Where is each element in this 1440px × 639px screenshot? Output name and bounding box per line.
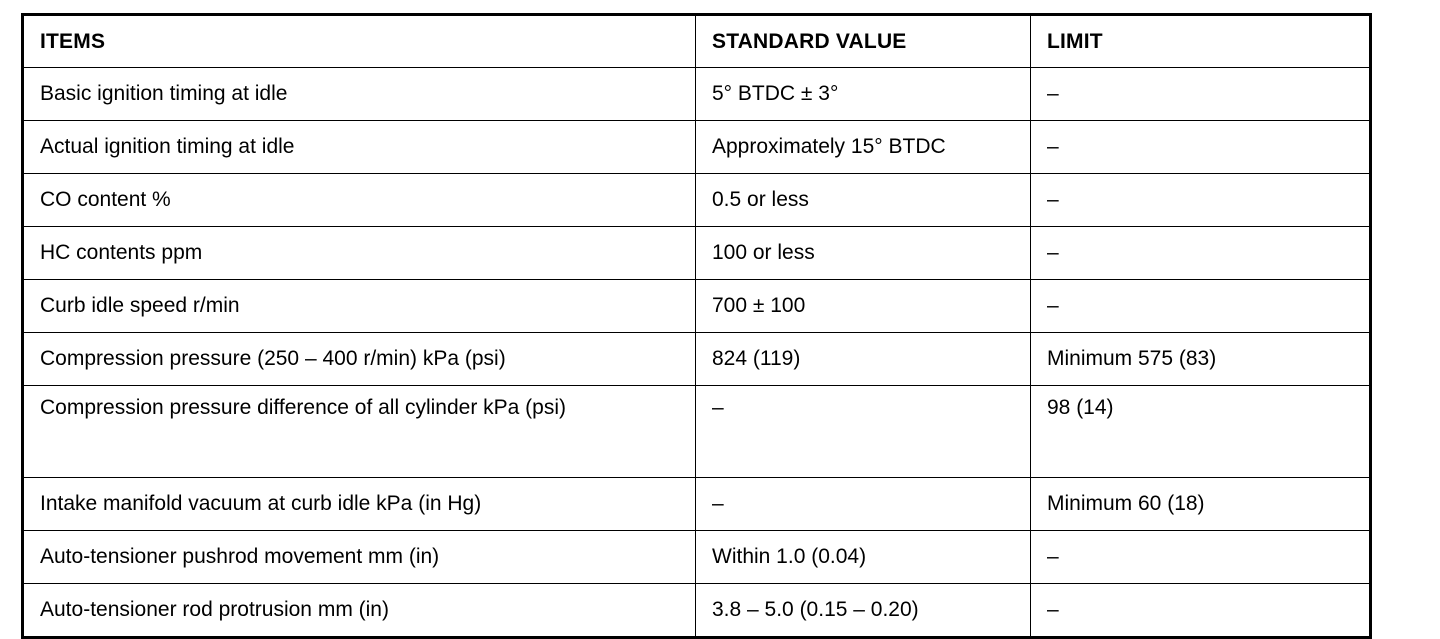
item-cell: Basic ignition timing at idle [23, 68, 696, 121]
standard-value-cell: 100 or less [696, 227, 1031, 280]
limit-cell: – [1031, 280, 1371, 333]
table-row [23, 584, 1371, 638]
header-standard-value: STANDARD VALUE [696, 15, 1031, 68]
item-cell: HC contents ppm [23, 227, 696, 280]
item-cell: Compression pressure difference of all cylinder kPa (psi) [23, 386, 696, 478]
item-cell: Curb idle speed r/min [23, 280, 696, 333]
table-row [23, 333, 1371, 386]
standard-value-cell: 700 ± 100 [696, 280, 1031, 333]
table-row [23, 227, 1371, 280]
limit-cell: – [1031, 68, 1371, 121]
limit-cell: – [1031, 584, 1371, 638]
standard-value-cell: 0.5 or less [696, 174, 1031, 227]
table-row [23, 531, 1371, 584]
standard-value-cell: 5° BTDC ± 3° [696, 68, 1031, 121]
header-items: ITEMS [23, 15, 696, 68]
standard-value-cell: – [696, 478, 1031, 531]
item-cell: Intake manifold vacuum at curb idle kPa (in Hg) [23, 478, 696, 531]
limit-cell: 98 (14) [1031, 386, 1371, 478]
limit-cell: – [1031, 531, 1371, 584]
table-row [23, 68, 1371, 121]
table-row [23, 386, 1371, 478]
standard-value-cell: Approximately 15° BTDC [696, 121, 1031, 174]
standard-value-cell: Within 1.0 (0.04) [696, 531, 1031, 584]
limit-cell: – [1031, 121, 1371, 174]
table-row [23, 174, 1371, 227]
table-header-row [23, 15, 1371, 68]
item-cell: Auto-tensioner rod protrusion mm (in) [23, 584, 696, 638]
header-limit: LIMIT [1031, 15, 1371, 68]
limit-cell: Minimum 60 (18) [1031, 478, 1371, 531]
item-cell: CO content % [23, 174, 696, 227]
limit-cell: – [1031, 227, 1371, 280]
table-row [23, 478, 1371, 531]
limit-cell: Minimum 575 (83) [1031, 333, 1371, 386]
standard-value-cell: 824 (119) [696, 333, 1031, 386]
item-cell: Auto-tensioner pushrod movement mm (in) [23, 531, 696, 584]
item-cell: Compression pressure (250 – 400 r/min) kPa (psi) [23, 333, 696, 386]
table-row [23, 280, 1371, 333]
table-row [23, 121, 1371, 174]
standard-value-cell: – [696, 386, 1031, 478]
specifications-table [21, 13, 1372, 639]
item-cell: Actual ignition timing at idle [23, 121, 696, 174]
limit-cell: – [1031, 174, 1371, 227]
standard-value-cell: 3.8 – 5.0 (0.15 – 0.20) [696, 584, 1031, 638]
